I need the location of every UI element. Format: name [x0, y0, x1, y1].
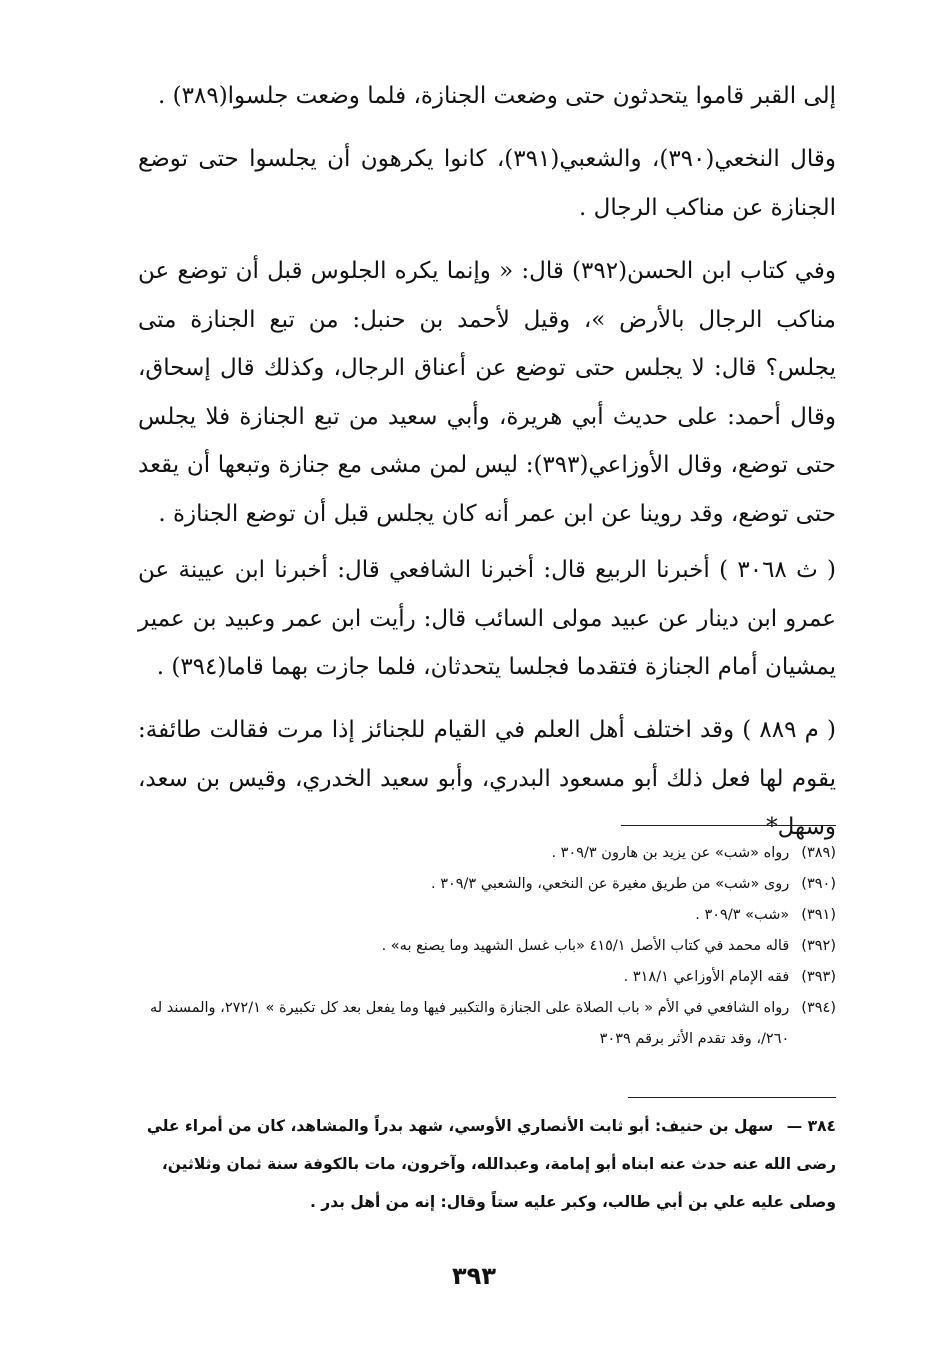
- paragraph-4: ( ث ٣٠٦٨ ) أخبرنا الربيع قال: أخبرنا الشافعي قال: أخبرنا ابن عيينة عن عمرو ابن دينار عن عبيد مولى السائب قال: رأيت ابن عمر وعبيد بن عمير يمشيان أمام الجنازة فتقدما فجلسا يتحدثان، فلما جازت بهما قاما(٣٩٤) .: [138, 557, 836, 680]
- footnote-393: [138, 962, 836, 993]
- footnote-number: (٣٩٠): [801, 876, 836, 892]
- page-number: ٣٩٣: [452, 1262, 496, 1290]
- footnote-390: [138, 869, 836, 900]
- footnote-391: [138, 900, 836, 931]
- footnote-number: (٣٩٣): [801, 969, 836, 985]
- footnote-text: قاله محمد في كتاب الأصل ٤١٥/١ «باب غسل الشهيد وما يصنع به» .: [381, 938, 790, 954]
- footnote-text: رواه الشافعي في الأم « باب الصلاة على الجنازة والتكبير فيها وما يفعل بعد كل تكبيرة » ٢٧٢/١، والمسند له ٢٦٠/، وقد تقدم الأثر برقم ٣٠٣٩: [150, 1000, 790, 1047]
- paragraph-5: ( م ٨٨٩ ) وقد اختلف أهل العلم في القيام للجنائز إذا مرت فقالت طائفة: يقوم لها فعل ذلك أبو مسعود البدري، وأبو سعيد الخدري، وقيس بن سعد، وسهل*: [138, 717, 836, 840]
- paragraph-3: وفي كتاب ابن الحسن(٣٩٢) قال: « وإنما يكره الجلوس قبل أن توضع عن مناكب الرجال بالأرض »، وقيل لأحمد بن حنبل: من تبع الجنازة متى يجلس؟ قال: لا يجلس حتى توضع عن أعناق الرجال، وكذلك قال إسحاق، وقال أحمد: على حديث أبي هريرة، وأبي سعيد من تبع الجنازة فلا يجلس حتى توضع، وقال الأوزاعي(٣٩٣): ليس لمن مشى مع جنازة وتبعها أن يقعد حتى توضع، وقد روينا عن ابن عمر أنه كان يجلس قبل أن توضع الجنازة .: [138, 258, 836, 527]
- footnote-text: رواه «شب» عن يزيد بن هارون ٣٠٩/٣ .: [551, 845, 790, 861]
- bio-note: [131, 1107, 836, 1221]
- footnote-number: (٣٩٢): [801, 938, 836, 954]
- footnote-text: «شب» ٣٠٩/٣ .: [695, 907, 790, 923]
- footnotes-list: [138, 838, 836, 1055]
- paragraph-1: إلى القبر قاموا يتحدثون حتى وضعت الجنازة، فلما وضعت جلسوا(٣٨٩) .: [158, 83, 836, 109]
- footnote-text: روى «شب» من طريق مغيرة عن النخعي، والشعبي ٣٠٩/٣ .: [430, 876, 790, 892]
- bio-note-number: ٣٨٤ —: [786, 1117, 836, 1135]
- footnote-number: (٣٩٤): [801, 1000, 836, 1016]
- footnote-392: [138, 931, 836, 962]
- footnote-separator: [621, 825, 836, 826]
- paragraph-2: وقال النخعي(٣٩٠)، والشعبي(٣٩١)، كانوا يكرهون أن يجلسوا حتى توضع الجنازة عن مناكب الرجال .: [138, 146, 837, 221]
- footnote-number: (٣٩١): [801, 907, 836, 923]
- footnote-394: [138, 993, 836, 1055]
- footnote-389: [138, 838, 836, 869]
- bio-note-separator: [628, 1097, 836, 1098]
- footnote-number: (٣٨٩): [801, 845, 836, 861]
- bio-note-text: سهل بن حنيف: أبو ثابت الأنصاري الأوسي، شهد بدراً والمشاهد، كان من أمراء علي رضى الله عنه حدث عنه ابناه أبو إمامة، وعبدالله، وآخرون، مات بالكوفة سنة ثمان وثلاثين، وصلى عليه علي بن أبي طالب، وكبر عليه ستاً وقال: إنه من أهل بدر .: [146, 1117, 836, 1211]
- footnote-text: فقه الإمام الأوزاعي ٣١٨/١ .: [623, 969, 790, 985]
